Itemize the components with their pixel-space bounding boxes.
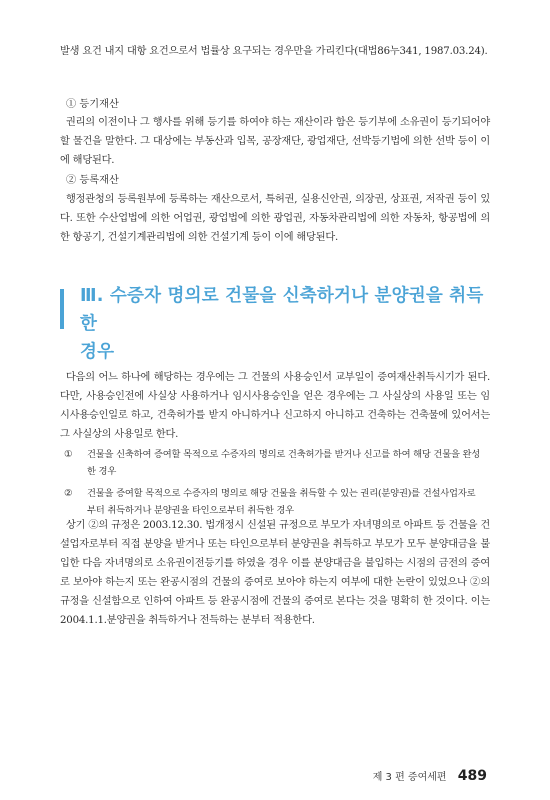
list-item-number: ②: [64, 488, 73, 499]
footer-section-title: 제 3 편 증여세편: [372, 772, 447, 783]
heading-line-1: Ⅲ. 수증자 명의로 건물을 신축하거나 분양권을 취득한: [80, 286, 484, 334]
intro-paragraph: 다음의 어느 하나에 해당하는 경우에는 그 건물의 사용승인서 교부일이 증여재산취득시기가 된다. 다만, 사용승인전에 사실상 사용하거나 임시사용승인을 얻은 경우에는 그 사실상의 사용일 또는 임시사용승인일로 하고, 건축허가를 받지 아니하거나 신고하지 아니하고 건축하는 건축물에 있어서는 그 사실상의 사용일로 한다.: [60, 372, 490, 440]
top-paragraph: 발생 요건 내지 대항 요건으로서 법률상 요구되는 경우만을 가리킨다(대법86누341, 1987.03.24).: [60, 46, 488, 57]
list-item: [64, 446, 484, 480]
section-2-label: ② 등록재산: [66, 175, 119, 186]
section-1-text: 권리의 이전이나 그 행사를 위해 등기를 하여야 하는 재산이라 함은 등기부에 소유권이 등기되어야 할 물건을 말한다. 그 대상에는 부동산과 입목, 공장재단, 광업재단, 선박등기법에 의한 선박 등이 이에 해당된다.: [60, 117, 490, 166]
closing-paragraph: 상기 ②의 규정은 2003.12.30. 법개정시 신설된 규정으로 부모가 자녀명의로 아파트 등 건물을 건설업자로부터 직접 분양을 받거나 또는 타인으로부터 분양권을 취득하고 부모가 모두 분양대금을 불입한 다음 자녀명의로 소유권이전등기를 하였을 경우 이를 분양대금을 불입하는 시점의 금전의 증여로 보아야 하는지 또는 완공시점의 건물의 증여로 보아야 하는지 여부에 대한 논란이 있었으나 ②의 규정을 신설함으로 인하여 아파트 등 완공시점에 건물의 증여로 본다는 것을 명확히 한 것이다. 이는 2004.1.1.분양권을 취득하거나 전득하는 분부터 적용한다.: [60, 520, 490, 626]
list-item-text: 건물을 증여할 목적으로 수증자의 명의로 해당 건물을 취득할 수 있는 권리(분양권)를 건설사업자로부터 취득하거나 분양권을 타인으로부터 취득한 경우: [87, 488, 476, 516]
heading-line-2: 경우: [80, 342, 115, 362]
section-heading: [80, 282, 500, 366]
list-item-text: 건물을 신축하여 증여할 목적으로 수증자의 명의로 건축허가를 받거나 신고를 하여 해당 건물을 완성한 경우: [87, 449, 481, 477]
list-item: [64, 485, 484, 519]
list-item-number: ①: [64, 449, 73, 460]
page-number: 489: [457, 768, 487, 784]
section-1-label: ① 등기재산: [66, 99, 119, 110]
page-footer: [373, 768, 487, 784]
heading-accent-bar: [60, 289, 64, 329]
section-2-text: 행정관청의 등록원부에 등록하는 재산으로서, 특허권, 실용신안권, 의장권, 상표권, 저작권 등이 있다. 또한 수산업법에 의한 어업권, 광업법에 의한 광업권, 자동차관리법에 의한 자동차, 항공법에 의한 항공기, 건설기계관리법에 의한 건설기계 등이 이에 해당된다.: [60, 194, 490, 243]
